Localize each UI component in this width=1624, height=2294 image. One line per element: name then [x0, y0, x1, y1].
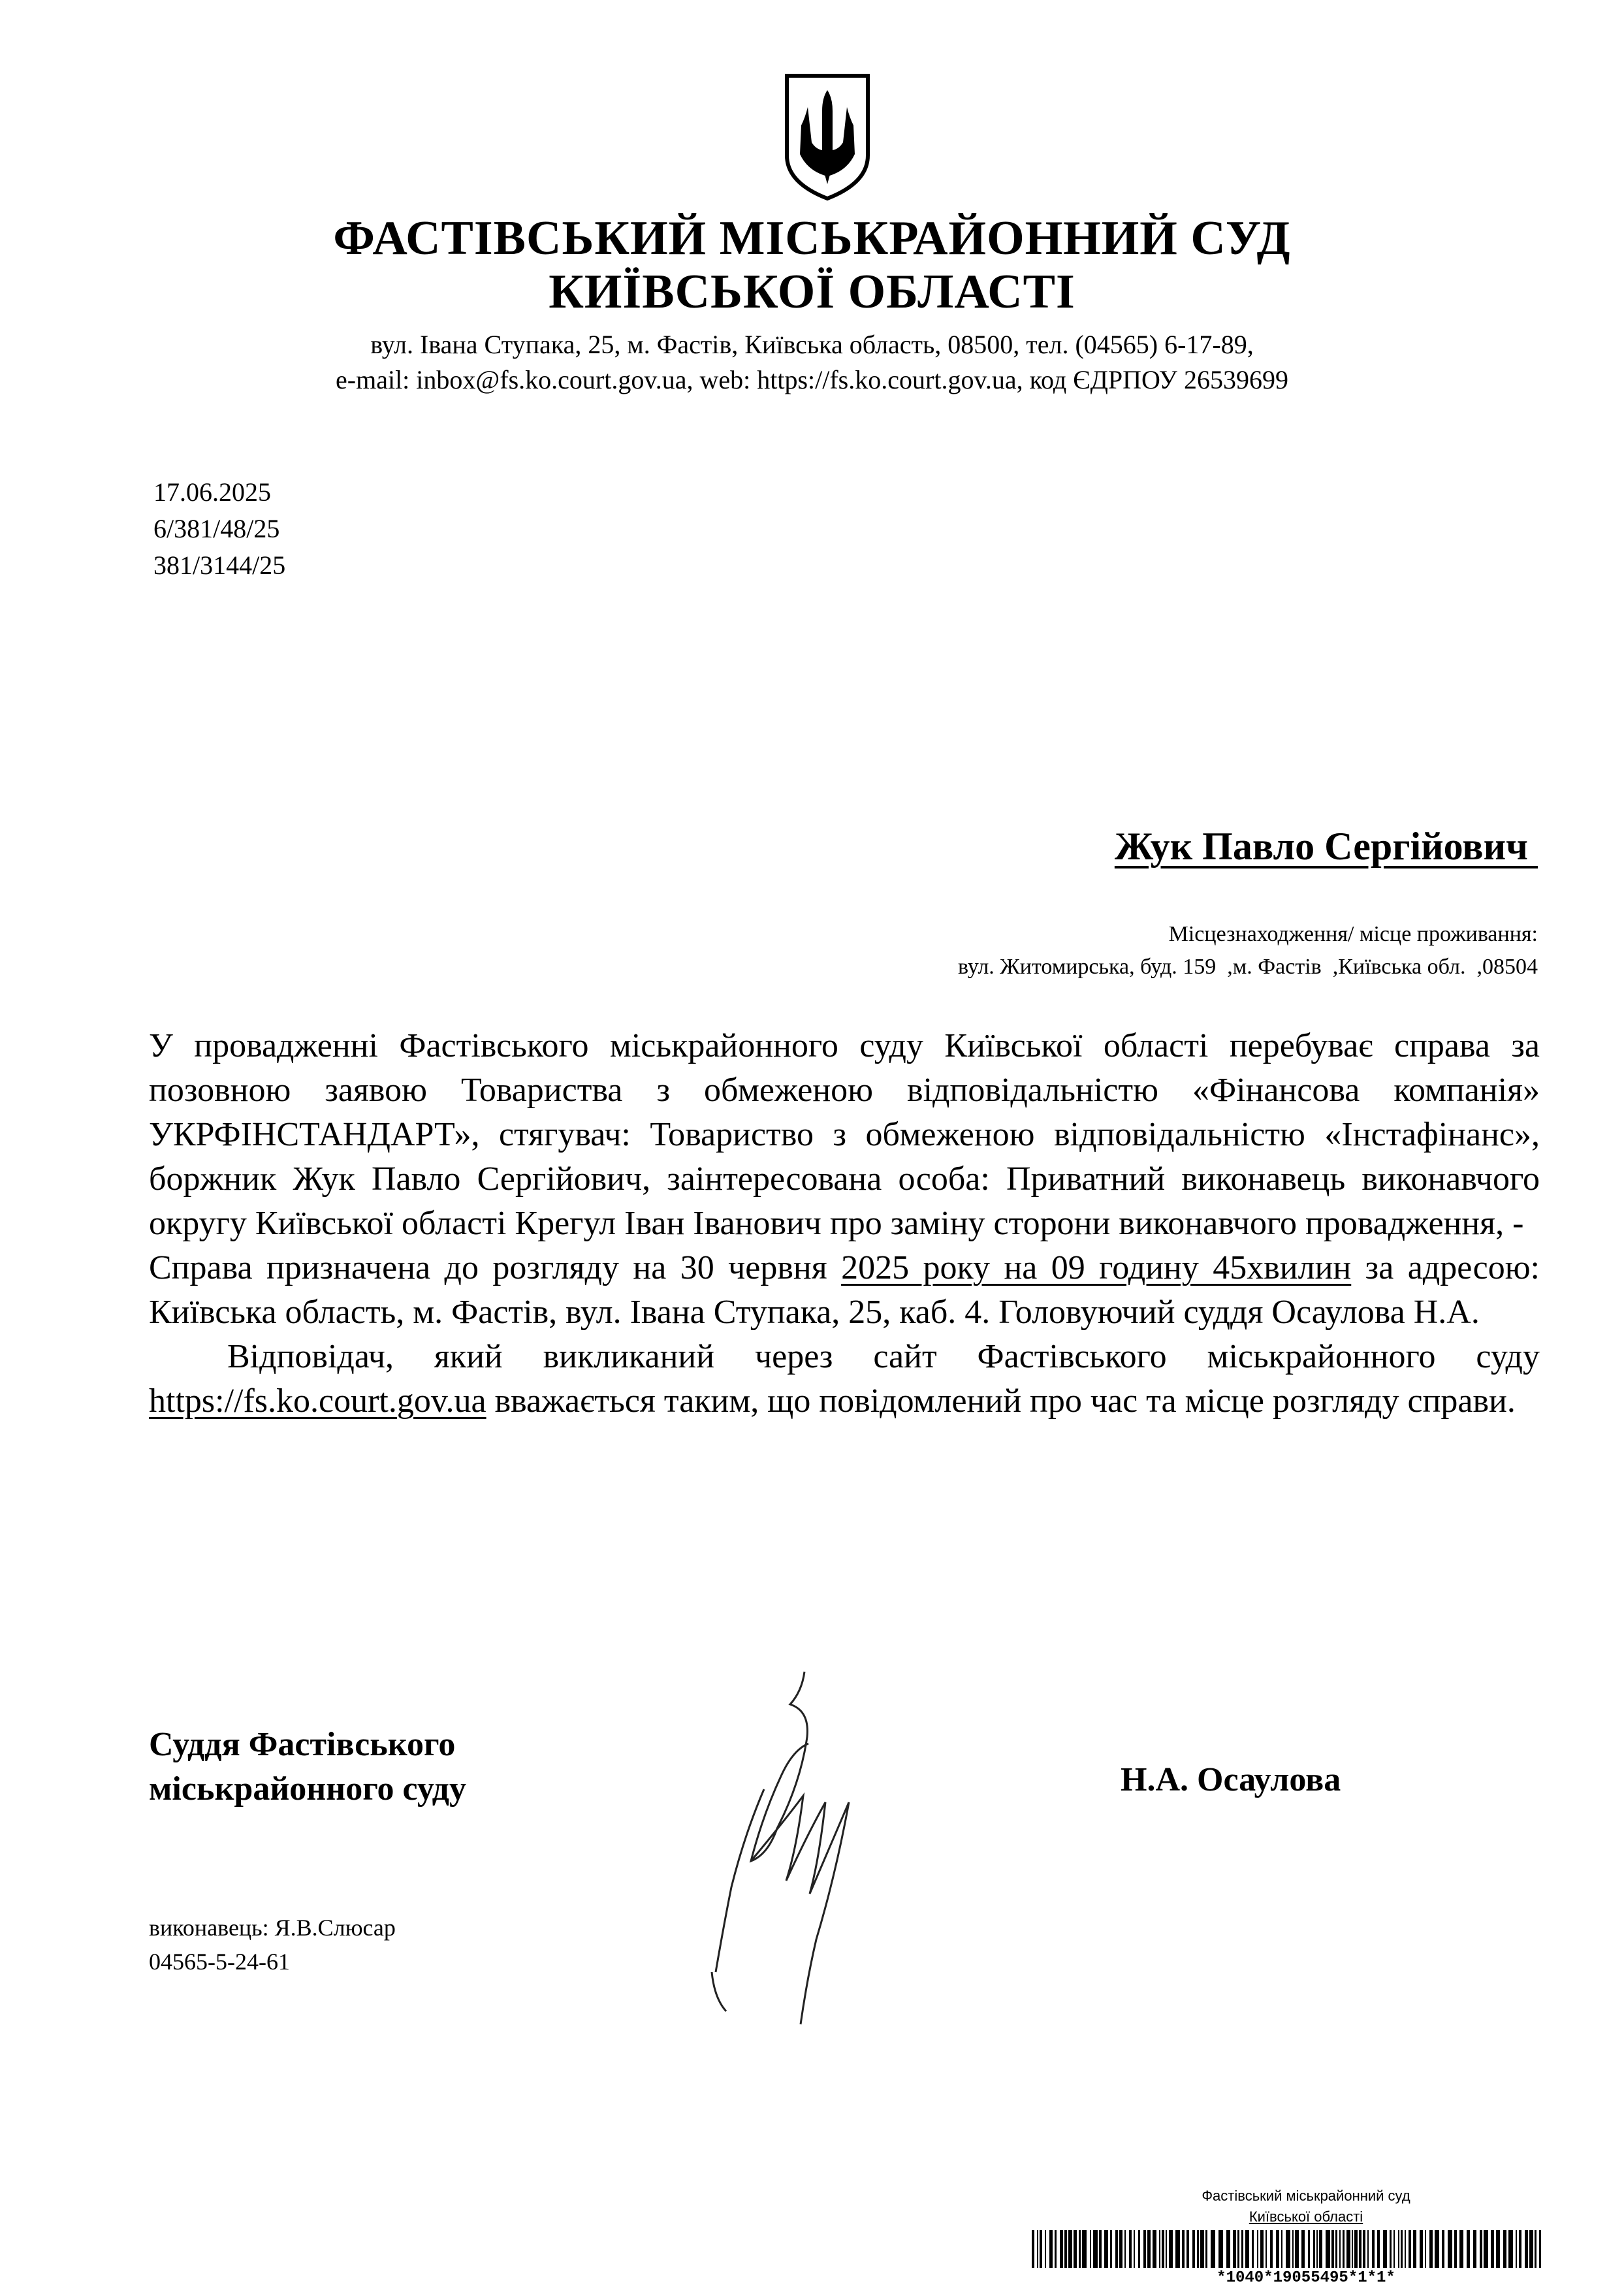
barcode-bar [1192, 2230, 1195, 2268]
defendant-notice-start: Відповідач, який викликаний через сайт Фастівського міськрайонного суду [227, 1338, 1540, 1375]
barcode-bar [1301, 2230, 1305, 2268]
barcode-bar [1435, 2230, 1439, 2268]
barcode-bar [1211, 2230, 1215, 2268]
barcode-bar [1535, 2230, 1536, 2268]
barcode-bar [1099, 2230, 1102, 2268]
barcode-bar [1459, 2230, 1463, 2268]
barcode-bar [1398, 2230, 1399, 2268]
barcode-bar [1359, 2230, 1361, 2268]
court-title-line1: ФАСТІВСЬКИЙ МІСЬКРАЙОННИЙ СУД [333, 212, 1291, 265]
hearing-schedule-end: за адресою: Київська область, м. Фастів, вул. Івана Ступака, 25, каб. 4. Головуючий суддя Осаулова Н.А. [149, 1249, 1540, 1331]
case-description-paragraph: У провадженні Фастівського міськрайонного суду Київської області перебуває справа за позовною заявою Товариства з обмеженою відповідальністю «Фінансова компанія» УКРФІНСТАНДАРТ», стягувач: Товариство з обмеженою відповідальністю «Інстафінанс», боржник Жук Павло Сергійович, заінтересована особа: Приватний виконавець виконавчого округу Київської області Крегул Іван Іванович про заміну сторони виконавчого провадження, - [149, 1027, 1540, 1242]
recipient-location-label: Місцезнаходження/ місце проживання: [1168, 922, 1538, 946]
document-date: 17.06.2025 [153, 477, 271, 507]
barcode-bar [1409, 2230, 1411, 2268]
hearing-datetime: 2025 року на 09 годину 45хвилин [841, 1249, 1352, 1286]
barcode-bar [1276, 2230, 1279, 2268]
barcode-bar [1503, 2230, 1506, 2268]
barcode-bar [1383, 2230, 1387, 2268]
barcode-bar [1525, 2230, 1528, 2268]
barcode-bar [1090, 2230, 1091, 2268]
barcode-bar [1197, 2230, 1199, 2268]
barcode-bar [1467, 2230, 1470, 2268]
barcode-bar [1363, 2230, 1365, 2268]
handwritten-signature [653, 1665, 914, 2031]
barcode-bar [1454, 2230, 1457, 2268]
barcode-bar [1153, 2230, 1156, 2268]
barcode-bar [1281, 2230, 1282, 2268]
barcode-bar [1252, 2230, 1254, 2268]
court-title-line2: КИЇВСЬКОЇ ОБЛАСТІ [549, 265, 1075, 319]
barcode-bar [1331, 2230, 1334, 2268]
barcode-bar [1270, 2230, 1273, 2268]
barcode-bar [1040, 2230, 1042, 2268]
barcode-bar [1182, 2230, 1185, 2268]
barcode-bar [1226, 2230, 1230, 2268]
barcode-number: *1040*19055495*1*1* [1217, 2269, 1395, 2287]
barcode-bar [1245, 2230, 1249, 2268]
barcode-bar [1233, 2230, 1236, 2268]
barcode-bar [1292, 2230, 1294, 2268]
defendant-notice-paragraph [149, 1335, 1540, 1424]
barcode-bar [1049, 2230, 1053, 2268]
barcode-bar [1413, 2230, 1416, 2268]
hearing-schedule-paragraph [149, 1246, 1540, 1335]
barcode-bar [1352, 2230, 1353, 2268]
notice-body [149, 1024, 1540, 1424]
barcode-bar [1064, 2230, 1067, 2268]
barcode-bar [1516, 2230, 1517, 2268]
barcode-bar [1425, 2230, 1426, 2268]
barcode-bar [1393, 2230, 1395, 2268]
barcode-bar [1442, 2230, 1444, 2268]
barcode-bar [1295, 2230, 1299, 2268]
barcode-bar [1082, 2230, 1087, 2268]
executor-name: виконавець: Я.В.Слюсар [149, 1915, 396, 1941]
barcode-bar [1491, 2230, 1494, 2268]
barcode-bar [1508, 2230, 1513, 2268]
barcode-bar [1143, 2230, 1146, 2268]
barcode-bar [1079, 2230, 1081, 2268]
barcode-bar [1308, 2230, 1310, 2268]
barcode-bar [1241, 2230, 1243, 2268]
hearing-schedule-start: Справа призначена до розгляду на 30 червня [149, 1249, 842, 1286]
barcode-bar [1218, 2230, 1223, 2268]
barcode-bar [1313, 2230, 1315, 2268]
barcode-bar [1138, 2230, 1140, 2268]
barcode-bar [1205, 2230, 1207, 2268]
barcode-bar [1343, 2230, 1345, 2268]
barcode-bar [1104, 2230, 1108, 2268]
stamp-region: Київської області [1249, 2208, 1363, 2225]
judge-title-line2: міськрайонного суду [149, 1770, 466, 1808]
barcode-bar [1175, 2230, 1180, 2268]
barcode-bar [1519, 2230, 1521, 2268]
barcode-bar [1055, 2230, 1057, 2268]
barcode-bar [1319, 2230, 1322, 2268]
barcode-bar [1354, 2230, 1358, 2268]
barcode-bar [1129, 2230, 1132, 2268]
barcode-bar [1045, 2230, 1046, 2268]
judge-title [149, 1723, 466, 1811]
barcode-bar [1237, 2230, 1239, 2268]
barcode-bar [1496, 2230, 1500, 2268]
barcode-bar [1037, 2230, 1038, 2268]
barcode-bar [1119, 2230, 1122, 2268]
barcode-bar [1529, 2230, 1533, 2268]
barcode-bar [1401, 2230, 1403, 2268]
barcode-bar [1093, 2230, 1098, 2268]
barcode-bar [1335, 2230, 1337, 2268]
court-website-link[interactable]: https://fs.ko.court.gov.ua [149, 1382, 486, 1420]
barcode-bar [1539, 2230, 1541, 2268]
judge-title-line1: Суддя Фастівського [149, 1726, 456, 1763]
barcode-bar [1200, 2230, 1204, 2268]
court-contact-line1: вул. Івана Ступака, 25, м. Фастів, Київська область, 08500, тел. (04565) 6-17-89, [370, 330, 1254, 359]
barcode-bar [1339, 2230, 1341, 2268]
barcode-bar [1186, 2230, 1189, 2268]
executor-phone: 04565-5-24-61 [149, 1949, 290, 1975]
barcode-bar [1074, 2230, 1077, 2268]
case-number: 6/381/48/25 [153, 514, 280, 543]
barcode-bar [1068, 2230, 1072, 2268]
barcode-bar [1286, 2230, 1290, 2268]
trident-coat-of-arms-icon [782, 72, 873, 202]
stamp-court-name: Фастівський міськрайонний суд [1202, 2188, 1410, 2204]
document-barcode [1032, 2230, 1541, 2268]
barcode-bar [1448, 2230, 1452, 2268]
barcode-bar [1169, 2230, 1173, 2268]
barcode-bar [1115, 2230, 1118, 2268]
barcode-bar [1326, 2230, 1330, 2268]
barcode-bar [1147, 2230, 1151, 2268]
barcode-bar [1390, 2230, 1392, 2268]
judge-name: Н.А. Осаулова [1121, 1761, 1341, 1798]
barcode-bar [1346, 2230, 1350, 2268]
registration-number: 381/3144/25 [153, 550, 286, 580]
recipient-name: Жук Павло Сергійович [1114, 825, 1538, 868]
barcode-bar [1124, 2230, 1126, 2268]
court-contact-line2: e-mail: inbox@fs.ko.court.gov.ua, web: https://fs.ko.court.gov.ua, код ЄДРПОУ 26539699 [336, 365, 1288, 394]
defendant-notice-end: вважається таким, що повідомлений про час та місце розгляду справи. [486, 1382, 1516, 1420]
barcode-bar [1484, 2230, 1488, 2268]
barcode-bar [1162, 2230, 1164, 2268]
barcode-bar [1032, 2230, 1034, 2268]
barcode-bar [1266, 2230, 1267, 2268]
barcode-bar [1473, 2230, 1476, 2268]
barcode-bar [1377, 2230, 1380, 2268]
barcode-bar [1372, 2230, 1375, 2268]
barcode-bar [1110, 2230, 1112, 2268]
barcode-bar [1429, 2230, 1433, 2268]
barcode-bar [1405, 2230, 1406, 2268]
barcode-bar [1367, 2230, 1369, 2268]
barcode-bar [1159, 2230, 1160, 2268]
barcode-bar [1316, 2230, 1318, 2268]
barcode-bar [1134, 2230, 1135, 2268]
barcode-bar [1257, 2230, 1258, 2268]
barcode-bar [1260, 2230, 1264, 2268]
recipient-address: вул. Житомирська, буд. 159 ,м. Фастів ,Київська обл. ,08504 [957, 955, 1538, 979]
barcode-bar [1060, 2230, 1063, 2268]
barcode-bar [1420, 2230, 1423, 2268]
barcode-bar [1480, 2230, 1482, 2268]
barcode-bar [1166, 2230, 1167, 2268]
